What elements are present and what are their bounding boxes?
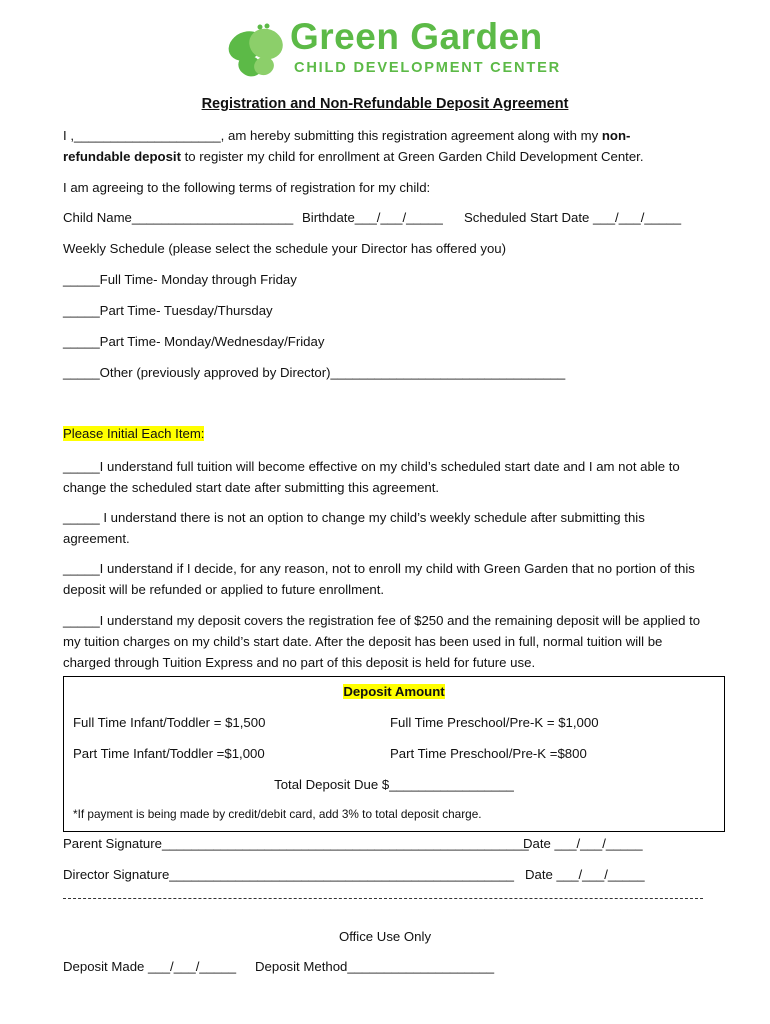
initial-item-2[interactable]: _____ I understand there is not an option to change my child’s weekly schedule after submitting this agreement. bbox=[63, 510, 645, 546]
intro-line-2 bbox=[63, 149, 643, 164]
director-date-field[interactable]: Date ___/___/_____ bbox=[525, 867, 645, 882]
intro-bold-a: non- bbox=[601, 128, 631, 143]
director-signature-field[interactable]: Director Signature_______________________________________________ bbox=[63, 867, 514, 882]
logo bbox=[226, 16, 561, 82]
deposit-heading-text: Deposit Amount bbox=[343, 684, 445, 699]
parent-signature-field[interactable]: Parent Signature__________________________________________________ bbox=[63, 836, 529, 851]
initial-item-4[interactable]: _____I understand my deposit covers the registration fee of $250 and the remaining deposit will be applied to my tuition charges on my child’s start date. After the deposit has been used in full, normal tuition will be charged through Tuition Express and no part of this deposit is held for future use. bbox=[63, 613, 701, 670]
office-use-heading: Office Use Only bbox=[338, 929, 432, 944]
birthdate-field[interactable]: Birthdate___/___/_____ bbox=[302, 210, 443, 225]
child-name-field[interactable]: Child Name______________________ bbox=[63, 210, 294, 225]
logo-subtitle: CHILD DEVELOPMENT CENTER bbox=[294, 60, 561, 76]
cut-line-divider bbox=[63, 898, 703, 899]
intro-text-b: to register my child for enrollment at Green Garden Child Development Center. bbox=[180, 149, 644, 164]
schedule-option-tue-thu[interactable]: _____Part Time- Tuesday/Thursday bbox=[63, 303, 273, 318]
start-date-field[interactable]: Scheduled Start Date ___/___/_____ bbox=[464, 210, 682, 225]
intro-bold-b: refundable deposit bbox=[63, 149, 181, 164]
intro-line-1 bbox=[63, 128, 630, 143]
butterfly-leaf-icon bbox=[226, 22, 288, 82]
weekly-schedule-label: Weekly Schedule (please select the schedule your Director has offered you) bbox=[63, 241, 506, 256]
parent-date-field[interactable]: Date ___/___/_____ bbox=[523, 836, 643, 851]
schedule-option-other[interactable]: _____Other (previously approved by Director)________________________________ bbox=[63, 365, 566, 380]
initial-item-1[interactable]: _____I understand full tuition will become effective on my child’s scheduled start date and I am not able to change the scheduled start date after submitting this agreement. bbox=[63, 459, 680, 495]
part-time-infant-price: Part Time Infant/Toddler =$1,000 bbox=[73, 746, 265, 761]
schedule-option-full-time[interactable]: _____Full Time- Monday through Friday bbox=[63, 272, 297, 287]
deposit-amount-box bbox=[63, 676, 725, 832]
logo-name: Green Garden bbox=[290, 16, 543, 57]
deposit-method-field[interactable]: Deposit Method____________________ bbox=[255, 959, 495, 974]
schedule-option-mon-wed-fri[interactable]: _____Part Time- Monday/Wednesday/Friday bbox=[63, 334, 325, 349]
initial-item-3[interactable]: _____I understand if I decide, for any reason, not to enroll my child with Green Garden that no portion of this deposit will be refunded or applied to future enrollment. bbox=[63, 561, 695, 597]
total-deposit-due[interactable]: Total Deposit Due $_________________ bbox=[274, 777, 514, 792]
deposit-heading bbox=[64, 684, 724, 699]
full-time-infant-price: Full Time Infant/Toddler = $1,500 bbox=[73, 715, 266, 730]
full-time-preschool-price: Full Time Preschool/Pre-K = $1,000 bbox=[390, 715, 599, 730]
part-time-preschool-price: Part Time Preschool/Pre-K =$800 bbox=[390, 746, 587, 761]
intro-text-a: I ,____________________, am hereby submitting this registration agreement along with my bbox=[63, 128, 602, 143]
initial-heading-text: Please Initial Each Item: bbox=[63, 426, 205, 441]
document-title: Registration and Non-Refundable Deposit Agreement bbox=[201, 96, 569, 112]
card-fee-note: *If payment is being made by credit/debit card, add 3% to total deposit charge. bbox=[73, 807, 482, 821]
deposit-made-field[interactable]: Deposit Made ___/___/_____ bbox=[63, 959, 237, 974]
agree-text: I am agreeing to the following terms of registration for my child: bbox=[63, 180, 431, 195]
initial-heading bbox=[63, 426, 204, 441]
